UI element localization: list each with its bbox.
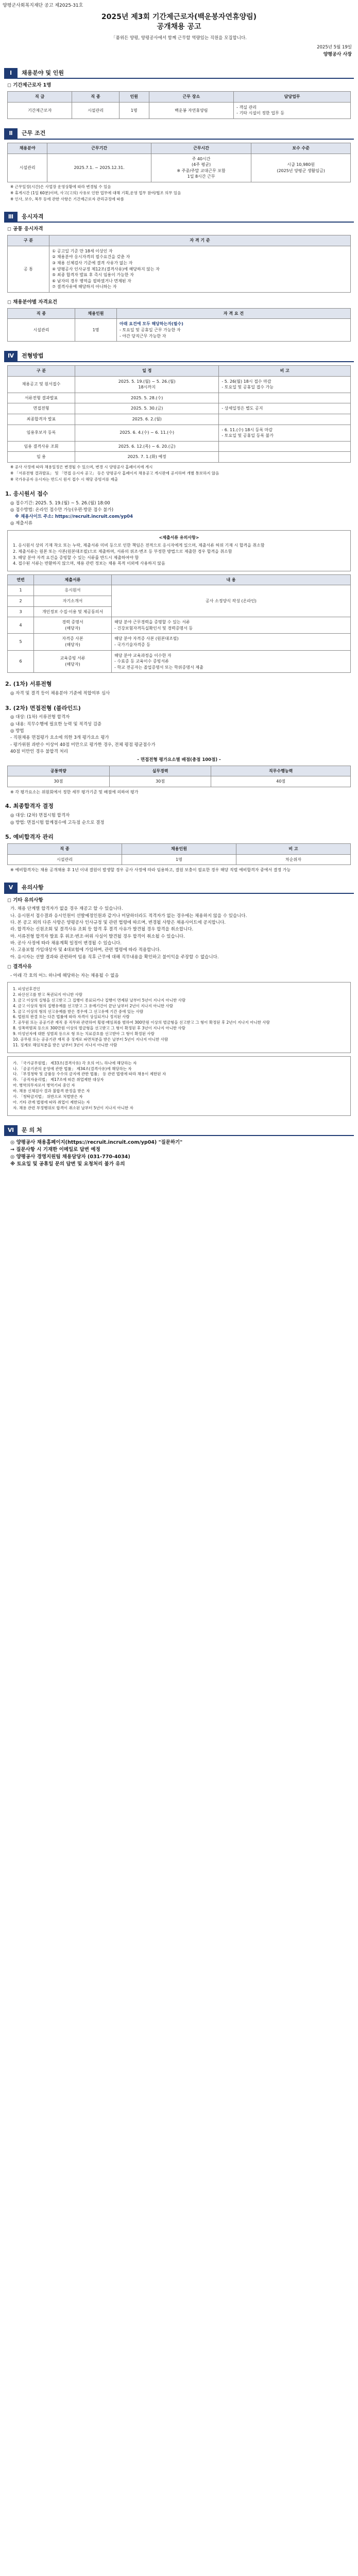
box-line: 4. 금고 이상의 형의 집행유예를 선고받고 그 유예기간이 끝난 날부터 2년이 지나지 아니한 사람	[13, 1003, 173, 1008]
table-cell: 2025. 6. 12.(목) ~ 6. 20.(금)	[75, 441, 219, 452]
step-line: ◎ 대상: (1차) 서류전형 합격자	[10, 715, 70, 720]
notice-lines	[10, 906, 348, 960]
box-title: <제출서류 유의사항>	[159, 535, 199, 540]
table-cell	[219, 441, 351, 452]
subsection-title: ◻ 채용분야별 자격요건	[7, 299, 58, 305]
section-number: Ⅴ	[4, 883, 18, 893]
table-cell: 최종합격자 발표	[8, 414, 75, 425]
section-label: 전형방법	[22, 352, 44, 360]
table-cell: 자격증 사본 (해당자)	[34, 634, 112, 650]
table-cell: 채용공고 및 원서접수	[8, 376, 75, 393]
table-header: 담당업무	[234, 92, 351, 103]
table-cell: 2025.7.1. ~ 2025.12.31.	[47, 154, 151, 182]
contact-phone: ◎ 양평공사 경영지원팀 채용담당자 (031-770-4034)	[10, 1154, 130, 1160]
box-line: 마. 병역의무자로서 병역기피 중인 자	[13, 1083, 75, 1088]
table-cell: 임 용	[8, 452, 75, 463]
table-cell: 임용 결격사유 조회	[8, 441, 75, 452]
section-header	[4, 883, 354, 894]
table-cell: 2025. 5. 28.(수)	[75, 393, 219, 403]
table-cell: 면접전형	[8, 403, 75, 414]
table-cell: 3	[8, 606, 34, 617]
table-cell: 시설관리	[72, 102, 120, 118]
table-header: 근무 장소	[149, 92, 234, 103]
table-cell: 경력 증명서 (해당자)	[34, 617, 112, 634]
table-header: 실무경력	[109, 766, 211, 776]
table-cell: 시급 10,980원 (2025년 양평군 생활임금)	[251, 154, 351, 182]
section-number: Ⅲ	[4, 212, 18, 222]
box-line: 사. 「청탁금지법」 위반으로 처벌받은 자	[13, 1094, 83, 1099]
table-cell: 시설관리	[8, 854, 122, 865]
box-line: 5. 금고 이상의 형의 선고유예를 받은 경우에 그 선고유예 기간 중에 있는 사람	[13, 1009, 144, 1014]
table-cell: - 객실 관리 - 기타 시설이 정한 업무 등	[234, 102, 351, 118]
table-header: 직 종	[8, 843, 122, 854]
notice-line: 라. 합격자는 신원조회 및 결격사유 조회 등 합격 후 결격 사유가 발견될 경우 합격을 취소합니다.	[10, 927, 194, 933]
title-line-2: 공개채용 공고	[157, 22, 201, 31]
step-title: 5. 예비합격자 관리	[5, 834, 54, 841]
table-cell: 4	[8, 617, 34, 634]
table-cell	[219, 414, 351, 425]
box-line: 가. 「국가공무원법」 제33조(결격사유) 각 호의 어느 하나에 해당하는 자	[13, 1060, 137, 1065]
table-header: 보수 수준	[251, 143, 351, 154]
section-label: 응시자격	[22, 213, 44, 220]
table-cell	[219, 452, 351, 463]
notice-line: 바. 공사 사정에 따라 채용계획 일정이 변경될 수 있습니다.	[10, 941, 122, 946]
notice-line: 다. 본 공고 외의 다른 사항은 양평공사 인사규정 및 관련 법령에 따르며, 변경될 사항은 채용사이트에 공지합니다.	[10, 920, 226, 926]
qualification-item: ② 채용분야 응시자격의 필수요건을 갖춘 자	[52, 255, 130, 260]
table-header: 인원	[119, 92, 149, 103]
box-line: 4. 접수된 서류는 반환하지 않으며, 채용 관련 정보는 채용 목적 이외에 사용하지 않음	[13, 561, 165, 566]
box-line: 자. 채용 관련 부정행위로 합격이 취소된 날부터 5년이 지나지 아니한 자	[13, 1105, 133, 1110]
table-cell	[219, 393, 351, 403]
step-title: 1. 응시원서 접수	[5, 490, 48, 497]
interview-score-table	[7, 766, 351, 787]
box-line: 라. 「공직자윤리법」 제17조에 따른 취업제한 대상자	[13, 1077, 104, 1082]
box-line: 10. 공무원 또는 공공기관 재직 중 징계로 파면처분을 받은 날부터 5년이 지나지 아니한 사람	[13, 1037, 168, 1042]
table-cell: 1명	[122, 854, 236, 865]
table-cell: 1명	[119, 102, 149, 118]
documents-table	[7, 574, 351, 673]
qualification-item: ⑥ 남자의 경우 병역을 필하였거나 면제된 자	[52, 278, 131, 283]
restriction-box	[7, 1056, 351, 1116]
table-cell: 자기소개서	[34, 596, 112, 606]
table-cell: 시설관리	[8, 319, 75, 342]
notice-line: 마. 서류전형 합격자 발표 후 위조·변조·허위 사실이 발견될 경우 합격이 취소될 수 있습니다.	[10, 934, 185, 939]
section-header	[4, 351, 354, 362]
table-header: 일 정	[75, 366, 219, 377]
section-label: 채용분야 및 인원	[22, 69, 64, 76]
section-label: 유의사항	[22, 884, 44, 891]
table-cell: 30점	[8, 776, 110, 787]
box-line: 아. 기타 관계 법령에 따라 취업이 제한되는 자	[13, 1099, 90, 1105]
note-line: ※ 각 평가요소는 위원회에서 정한 세부 평가기준 및 배점에 의하여 평가	[10, 789, 139, 794]
box-line: 11. 징계로 해임처분을 받은 날부터 3년이 지나지 아니한 사람	[13, 1042, 117, 1047]
section-header	[4, 128, 354, 140]
table-header: 제출서류	[34, 574, 112, 585]
table-cell: 40점	[211, 776, 351, 787]
table-cell: 서류전형 결과발표	[8, 393, 75, 403]
contact-line: → 질문사항 시 기재한 이메일로 답변 예정	[10, 1147, 100, 1153]
table-header: 자 격 기 준	[49, 235, 351, 246]
table-cell: 교육증빙 서류 (해당자)	[34, 650, 112, 673]
table-cell: 5	[8, 634, 34, 650]
section-number: Ⅰ	[4, 68, 18, 78]
table-header: 내 용	[112, 574, 351, 585]
intro-text: 「품위든 양평, 양평공사에서 함께 근무할 역량있는 직원을 모집합니다.	[111, 35, 247, 41]
box-line: 1. 피성년후견인	[13, 987, 41, 992]
table-cell: 2025. 6. 4.(수) ~ 6. 11.(수)	[75, 425, 219, 441]
step-line: ◎ 방법	[10, 728, 24, 734]
step-line: ◎ 접수기간: 2025. 5. 19.(월) ~ 5. 26.(월) 18:00	[10, 500, 110, 506]
table-cell: 해당 분야 교육과정을 이수한 자 - 수료증 등 교육이수 증빙서류 - 학교 전공자는 졸업증명서 또는 학위증명서 제출	[112, 650, 351, 673]
step-line: - 직원채용 면접평가 요소에 의한 3개 평가요소 평가	[10, 735, 109, 741]
contact-block	[10, 1139, 348, 1167]
notice-lead: - 아래 각 호의 어느 하나에 해당하는 자는 채용될 수 없음	[10, 973, 119, 978]
note-line: ※ 예비합격자는 채용 공개채용 후 1년 이내 결원이 발생할 경우 공사 사정에 따라 임용하고, 결원 보충이 필요한 경우 해당 직렬 예비합격자 중에서 결정 가능	[10, 868, 291, 873]
table-cell: 1명	[75, 319, 117, 342]
qualification-item: ④ 양평공사 인사규정 제12조(결격사유)에 해당하지 않는 자	[52, 266, 160, 272]
table-header: 공통역량	[8, 766, 110, 776]
subsection-title: ◻ 기타 유의사항	[7, 897, 43, 903]
box-line: 1. 응시원서 상의 기재 착오 또는 누락, 제출서류 미비 등으로 인한 책임은 전적으로 응시자에게 있으며, 제출서류 허위 기재 시 합격을 취소함	[13, 543, 265, 548]
box-line: 3. 해당 분야 자격 요건을 증빙할 수 있는 서류를 반드시 제출하여야 함	[13, 555, 139, 560]
box-line: 다. 「부정청탁 및 금품등 수수의 금지에 관한 법률」 등 관련 법령에 따라 채용이 제한된 자	[13, 1072, 166, 1077]
table-cell: 임용후보자 등록	[8, 425, 75, 441]
step-line: ◎ 방법: 면접시험 합계점수에 고득점 순으로 결정	[10, 820, 105, 825]
box-line: 9. 미성년자에 대한 성범죄 등으로 형 또는 치료감호를 선고받아 그 형이 확정된 사람	[13, 1031, 155, 1037]
section-header	[4, 68, 354, 79]
table-header: 직 종	[72, 92, 120, 103]
section-number: Ⅵ	[4, 1125, 18, 1136]
qualification-item: ⑦ 결격사유에 해당하지 아니하는 자	[52, 284, 117, 290]
table-header: 근무기간	[47, 143, 151, 154]
section-header	[4, 212, 354, 223]
table-cell: 공사 소정양식 작성 (온라인)	[112, 585, 351, 617]
qualification-item: ③ 채용 신체검사 기준에 결격 사유가 없는 자	[52, 261, 133, 265]
step-line: ◎ 내용: 직무수행에 필요한 능력 및 적격성 검증	[10, 721, 101, 727]
note-line: ※ 근무일정(시간)은 사업장 운영상황에 따라 변경될 수 있음	[10, 184, 111, 189]
conditions-notes	[10, 184, 348, 202]
notice-number: 양평군사회복지재단 공고 제2025-31호	[3, 3, 83, 8]
common-qualifications-table	[7, 235, 351, 293]
section-label: 문 의 처	[22, 1126, 42, 1133]
table-cell: 2025. 5. 19.(월) ~ 5. 26.(월) 18시까지	[75, 376, 219, 393]
step-lines	[10, 690, 348, 697]
contact-warning: ※ 토요일 및 공휴일 문의 답변 및 요청처리 불가 유의	[10, 1161, 125, 1167]
specific-qualifications-table	[7, 308, 351, 342]
reserve-table	[7, 843, 351, 865]
table-cell: 공 통	[8, 246, 49, 292]
step-line: 40점 미만인 경우 불합격 처리	[10, 749, 68, 755]
section-number: Ⅳ	[4, 351, 18, 361]
table-header: 직 종	[8, 308, 75, 319]
step-line: ◎ 자격 및 결격 등이 채용분야 기준에 적합여부 심사	[10, 691, 110, 697]
step-lines	[10, 714, 348, 755]
positions-table	[7, 91, 351, 119]
page-title	[0, 12, 358, 32]
box-line: 2. 제출서류는 원본 또는 사본(원본대조필)으로 제출하며, 서류의 위조·변조 등 부정한 방법으로 제출한 경우 합격을 취소함	[13, 549, 232, 554]
table-header: 구 분	[8, 235, 49, 246]
note-line: ※ 인사, 보수, 복무 등에 관한 사항은 기간제근로자 관리규정에 따름	[10, 196, 124, 201]
table-cell: 30점	[109, 776, 211, 787]
requirement-item: - 토요일 및 공휴일 근무 가능한 자	[120, 327, 181, 332]
table-header: 비 고	[219, 366, 351, 377]
step-line: ◎ 접수방법: 온라인 접수만 가능(우편·방문 접수 불가)	[10, 507, 114, 513]
submission-notes-box	[7, 530, 351, 571]
table-header: 근무시간	[151, 143, 251, 154]
step-line: ◎ 대상: (2차) 면접시험 합격자	[10, 813, 70, 819]
box-line: 7. 공무원 또는 공공기관 재직 중 직무와 관련하여 횡령·배임죄를 범하여 300만원 이상의 벌금형을 선고받고 그 형이 확정된 후 2년이 지나지 아니한 사람	[13, 1020, 270, 1025]
box-line: 바. 채용 신체검사 결과 불합격 판정을 받은 자	[13, 1089, 90, 1094]
table-cell: 개인정보 수집·이용 및 제공동의서	[34, 606, 112, 617]
table-cell: 2	[8, 596, 34, 606]
subsection-title: ◻ 공통 응시자격	[7, 226, 43, 232]
subsection-title: ◻ 결격사유	[7, 963, 32, 970]
schedule-notes	[10, 465, 348, 483]
contact-homepage-link[interactable]: ◎ 양평공사 채용홈페이지(https://recruit.incruit.com/yp04) "질문하기"	[10, 1140, 183, 1146]
table-cell: 백운봉 자연휴양림	[149, 102, 234, 118]
notice-line: 가. 채용 단계별 합격자가 없을 경우 재공고 할 수 있습니다.	[10, 906, 123, 912]
notice-date: 2025년 5월 19일	[317, 45, 352, 50]
recruit-site-link[interactable]: ※ 채용사이트 주소: https://recruit.incruit.com/yp04	[10, 514, 133, 520]
table-cell: 2025. 7. 1.(화) 예정	[75, 452, 219, 463]
schedule-table	[7, 365, 351, 463]
note-line: ※ 휴게시간 (1일 60분)이며, 사고(고의) 사유로 인한 업무에 대해 기획,운영 업무 참여/협조 의무 있음	[10, 190, 181, 195]
table-cell: 기간제근로자	[8, 102, 72, 118]
requirement-item: - 야간 당직근무 가능한 자	[120, 333, 166, 338]
note-line: ※ 국가유공자 응시자는 반드시 원서 접수 시 해당 증빙서류 제출	[10, 477, 118, 482]
table-header: 자 격 요 건	[117, 308, 351, 319]
note-line: ※ 「서류전형 결과발표」 및 「면접 응시자 공고」 등은 양평공사 홈페이지 채용공고 게시판에 공지하며 개별 통보하지 않음	[10, 470, 219, 476]
step-title: 4. 최종합격자 결정	[5, 803, 54, 810]
conditions-table	[7, 143, 351, 182]
table-cell: 응시원서	[34, 585, 112, 596]
box-line: 2. 파산선고를 받고 복권되지 아니한 사람	[13, 992, 82, 997]
table-cell	[117, 319, 351, 342]
step-lines	[10, 500, 348, 527]
table-header: 채용인원	[122, 843, 236, 854]
table-cell: 6	[8, 650, 34, 673]
table-header: 직 급	[8, 92, 72, 103]
box-line: 나. 「공공기관의 운영에 관한 법률」 제34조(결격사유)에 해당하는 자	[13, 1066, 132, 1071]
box-line: 6. 법원의 판결 또는 다른 법률에 따라 자격이 상실되거나 정지된 사람	[13, 1014, 130, 1020]
table-cell: - 6. 11.(수) 18시 등록 마감 - 토요일 및 공휴일 등록 불가	[219, 425, 351, 441]
notice-line: 사. 고용보험 가입대상자 및 4대보험에 가입하며, 관련 법령에 따라 적용합니다.	[10, 947, 161, 953]
box-line: 3. 금고 이상의 실형을 선고받고 그 집행이 종료되거나 집행이 면제된 날부터 5년이 지나지 아니한 사람	[13, 997, 186, 1003]
title-line-1: 2025년 제3회 기간제근로자(백운봉자연휴양림)	[101, 13, 257, 22]
disqualification-box	[7, 982, 351, 1053]
table-cell: 해당 분야 자격증 사본 (원본대조필) - 국가기술자격증 등	[112, 634, 351, 650]
table-cell	[49, 246, 351, 292]
step-line: - 평가위원 과반수 이상이 40점 미만으로 평가한 경우, 전체 평점 평균점수가	[10, 742, 156, 748]
interview-table-title: - 면접전형 평가요소별 배점(총점 100점) -	[137, 757, 221, 763]
step-title: 2. (1차) 서류전형	[5, 681, 52, 688]
table-cell: 2025. 6. 2.(월)	[75, 414, 219, 425]
table-cell: 1	[8, 585, 34, 596]
table-header: 비 고	[236, 843, 351, 854]
table-header: 채용인원	[75, 308, 117, 319]
table-cell: - 5. 26(월) 18시 접수 마감 - 토요일 및 공휴일 접수 가능	[219, 376, 351, 393]
recruitment-notice	[0, 0, 358, 1187]
notice-line: 아. 응시자는 선발 결과와 관련하여 임용 직후 근무에 대해 직무내용을 확인하고 불이익을 주장할 수 없습니다.	[10, 954, 219, 960]
table-cell: 해당 분야 근무경력을 증명할 수 있는 서류 - 건강보험자격득실확인서 및 경력증명서 등	[112, 617, 351, 634]
table-cell: - 상세일정은 별도 공지	[219, 403, 351, 414]
note-line: ※ 공사 사정에 따라 채용일정은 변경될 수 있으며, 변경 시 양평공사 홈페이지에 게시	[10, 464, 153, 469]
table-cell: 주 40시간 (4주 평균) ※ 주중/주말 교대근무 포함 1일 8시간 근무	[151, 154, 251, 182]
table-header: 채용분야	[8, 143, 47, 154]
step-lines	[10, 812, 348, 826]
table-header: 직무수행능력	[211, 766, 351, 776]
section-header	[4, 1125, 354, 1137]
notice-line: 나. 응시원서 접수결과 응시인원이 선발예정인원과 같거나 미달하더라도 적격자가 없는 경우에는 채용하지 않을 수 있습니다.	[10, 913, 247, 919]
requirement-title: 아래 요건에 모두 해당하는자(필수)	[120, 321, 183, 327]
box-line: 8. 성폭력범죄 등으로 300만원 이상의 벌금형을 선고받고 그 형이 확정된 후 3년이 지나지 아니한 사람	[13, 1026, 185, 1031]
section-label: 근무 조건	[22, 129, 46, 137]
section-number: Ⅱ	[4, 128, 18, 139]
table-cell: 2025. 5. 30.(금)	[75, 403, 219, 414]
qualification-item: ① 공고일 기준 만 18세 이상인 자	[52, 248, 113, 253]
issuer: 양평공사 사장	[323, 52, 352, 58]
table-cell: 차순위자	[236, 854, 351, 865]
table-header: 구 분	[8, 366, 75, 377]
table-header: 연번	[8, 574, 34, 585]
table-cell: 시설관리	[8, 154, 47, 182]
subsection-title: ◻ 기간제근로자 1명	[7, 82, 52, 89]
qualification-item: ⑤ 최종 합격자 발표 후 즉시 임용이 가능한 자	[52, 273, 134, 278]
step-title: 3. (2차) 면접전형 (블라인드)	[5, 704, 81, 711]
step-line: ◎ 제출서류	[10, 521, 32, 527]
